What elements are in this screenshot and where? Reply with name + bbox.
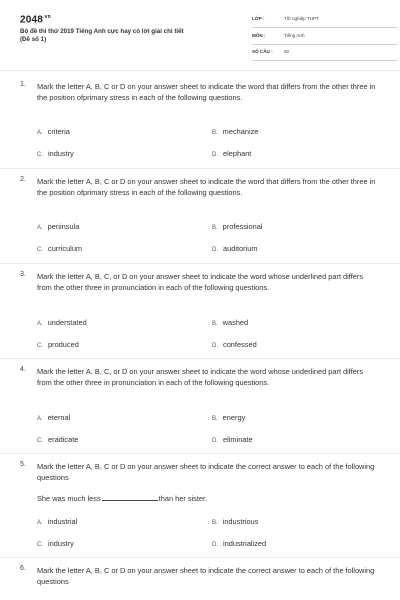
sentence-end: than her sister. <box>158 494 208 503</box>
option-letter: B. <box>212 321 218 327</box>
option-letter: C. <box>37 247 43 253</box>
option-letter: A. <box>37 130 43 136</box>
option-letter: C. <box>37 152 43 158</box>
option-b[interactable] <box>212 318 248 327</box>
option-letter: A. <box>37 321 43 327</box>
option-letter: D. <box>212 542 218 548</box>
sentence-start: She was much less <box>37 494 101 503</box>
option-b[interactable] <box>212 517 258 526</box>
option-c[interactable] <box>37 244 82 253</box>
option-text: curriculum <box>48 244 83 253</box>
meta-label: MÔN : <box>252 32 266 38</box>
option-letter: A. <box>37 225 43 231</box>
option-text: eradicate <box>48 435 79 444</box>
meta-value: Tiếng Anh <box>284 32 305 38</box>
option-text: elephant <box>223 149 252 158</box>
question-prompt: Mark the letter A, B, C, or D on your answer sheet to indicate the word whose underlined part differs from the other three in pronunciation in each of the following questions. <box>37 272 364 292</box>
option-letter: B. <box>212 520 218 526</box>
option-text: understated <box>47 318 87 327</box>
option-d[interactable] <box>212 244 258 253</box>
question-prompt: Mark the letter A, B, C, or D on your answer sheet to indicate the word whose underlined part differs from the other three in pronunciation in each of the following questions. <box>37 367 364 387</box>
option-d[interactable] <box>212 149 251 158</box>
meta-value: 50 <box>284 49 290 54</box>
question-divider <box>0 453 400 454</box>
logo-suffix: .vn <box>43 14 51 20</box>
option-letter: C. <box>37 542 43 548</box>
option-a[interactable] <box>37 413 70 422</box>
question-divider <box>0 557 400 558</box>
meta-value: Tốt nghiệp THPT <box>284 16 319 21</box>
option-text: industry <box>48 149 74 158</box>
option-text: professional <box>222 222 263 231</box>
option-letter: D. <box>212 152 218 158</box>
option-letter: D. <box>212 343 218 349</box>
option-d[interactable] <box>212 539 266 548</box>
answer-blank <box>102 494 158 501</box>
meta-label: LỚP : <box>252 16 265 21</box>
option-c[interactable] <box>37 539 74 548</box>
option-text: industry <box>48 539 74 548</box>
header-divider <box>0 70 400 71</box>
exam-header <box>20 14 385 66</box>
option-letter: A. <box>37 520 43 526</box>
option-a[interactable] <box>37 318 87 327</box>
question-prompt: Mark the letter A, B, C or D on your answer sheet to indicate the word that differs from the other three in the position ofprimary stress in each of the following questions. <box>37 177 376 197</box>
question-prompt: Mark the letter A, B, C or D on your answer sheet to indicate the word that differs from the other three in the position ofprimary stress in each of the following questions. <box>37 82 376 102</box>
option-text: confessed <box>223 340 257 349</box>
option-text: produced <box>48 340 79 349</box>
option-text: auditorium <box>223 244 258 253</box>
option-letter: B. <box>212 416 218 422</box>
option-b[interactable] <box>212 222 263 231</box>
option-c[interactable] <box>37 149 74 158</box>
document-title <box>20 28 260 44</box>
option-text: washed <box>222 318 249 327</box>
option-letter: B. <box>212 130 218 136</box>
meta-row-grade <box>252 14 397 28</box>
question-number: 6. <box>20 565 26 572</box>
meta-row-question-count <box>252 47 397 61</box>
option-d[interactable] <box>212 340 257 349</box>
option-c[interactable] <box>37 435 78 444</box>
option-text: mechanize <box>222 127 259 136</box>
option-b[interactable] <box>212 413 245 422</box>
option-letter: C. <box>37 343 43 349</box>
option-c[interactable] <box>37 340 79 349</box>
option-b[interactable] <box>212 127 258 136</box>
option-letter: D. <box>212 247 218 253</box>
document-title-line-1: Bộ đề thi thử 2019 Tiếng Anh cực hay có lời giải chi tiết <box>20 28 184 35</box>
site-logo[interactable] <box>20 14 51 25</box>
question-divider <box>0 168 400 169</box>
meta-label: SỐ CÂU : <box>252 49 273 54</box>
question-number: 4. <box>20 366 26 373</box>
option-d[interactable] <box>212 435 253 444</box>
option-text: eliminate <box>223 435 253 444</box>
question-number: 2. <box>20 176 26 183</box>
option-a[interactable] <box>37 222 79 231</box>
option-text: energy <box>222 413 246 422</box>
question-prompt: Mark the letter A, B, C or D on your answer sheet to indicate the correct answer to each of the following questions <box>37 462 375 482</box>
question-divider <box>0 358 400 359</box>
question-number: 3. <box>20 271 26 278</box>
option-a[interactable] <box>37 127 70 136</box>
question-sentence <box>37 494 207 503</box>
option-text: peninsula <box>47 222 80 231</box>
meta-row-subject <box>252 31 397 45</box>
document-title-line-2: (Đề số 1) <box>20 35 47 43</box>
option-text: eternal <box>47 413 71 422</box>
option-letter: C. <box>37 438 43 444</box>
option-letter: D. <box>212 438 218 444</box>
option-a[interactable] <box>37 517 77 526</box>
question-number: 1. <box>20 81 26 88</box>
question-divider <box>0 263 400 264</box>
option-letter: B. <box>212 225 218 231</box>
exam-meta <box>252 14 397 64</box>
question-prompt: Mark the letter A, B, C or D on your answer sheet to indicate the correct answer to each of the following questions <box>37 566 375 586</box>
option-text: industrialized <box>223 539 267 548</box>
option-text: industrial <box>47 517 78 526</box>
logo-text: 2048 <box>20 14 44 26</box>
question-number: 5. <box>20 461 26 468</box>
option-letter: A. <box>37 416 43 422</box>
option-text: industrious <box>222 517 259 526</box>
option-text: criteria <box>47 127 70 136</box>
